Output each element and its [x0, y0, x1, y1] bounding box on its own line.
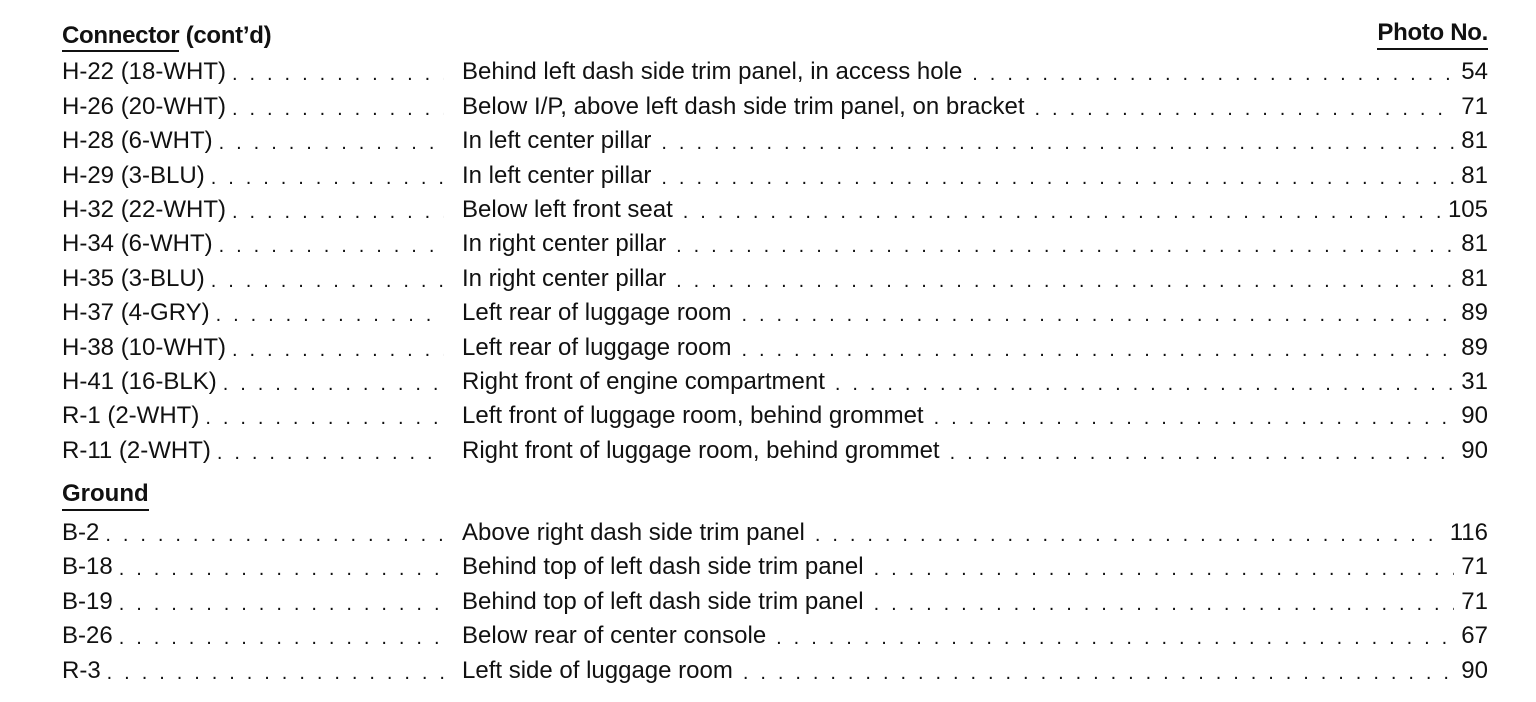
photo-number: 71 — [1461, 553, 1488, 581]
photo-number: 31 — [1461, 367, 1488, 395]
id-cell — [62, 521, 444, 545]
photo-number: 105 — [1447, 195, 1488, 223]
location-text: In right center pillar — [462, 232, 667, 257]
id-cell — [62, 659, 444, 683]
id-cell — [62, 95, 444, 119]
table-row — [62, 511, 1488, 545]
connector-id: H-34 (6-WHT) — [62, 232, 213, 257]
location-text: Left side of luggage room — [462, 658, 733, 683]
leader-dots — [934, 408, 1454, 428]
leader-dots — [676, 271, 1454, 291]
location-cell — [462, 267, 1460, 291]
leader-dots — [742, 340, 1455, 360]
id-cell — [62, 129, 444, 153]
connector-id: H-28 (6-WHT) — [62, 129, 213, 154]
photo-number: 71 — [1461, 587, 1488, 615]
location-cell — [462, 60, 1460, 84]
location-cell — [462, 624, 1460, 648]
location-cell — [462, 404, 1460, 428]
table-row — [62, 256, 1488, 290]
location-text: Behind top of left dash side trim panel — [462, 555, 864, 580]
connector-id: H-35 (3-BLU) — [62, 266, 205, 291]
photo-number: 67 — [1461, 622, 1488, 650]
leader-dots — [661, 133, 1454, 153]
table-row — [62, 614, 1488, 648]
location-text: Left front of luggage room, behind grommet — [462, 404, 924, 429]
leader-dots — [219, 236, 444, 256]
connector-id: H-37 (4-GRY) — [62, 301, 210, 326]
photo-number: 54 — [1461, 58, 1488, 86]
leader-dots — [743, 663, 1454, 683]
table-row — [62, 648, 1488, 682]
location-cell — [462, 590, 1460, 614]
leader-dots — [950, 443, 1454, 463]
location-cell — [462, 659, 1460, 683]
connector-heading — [62, 22, 271, 50]
leader-dots — [683, 202, 1442, 222]
location-cell — [462, 95, 1460, 119]
connector-id: B-19 — [62, 589, 113, 614]
location-text: Left rear of luggage room — [462, 335, 732, 360]
photo-number: 89 — [1461, 333, 1488, 361]
leader-dots — [105, 525, 444, 545]
location-cell — [462, 336, 1460, 360]
photo-number: 90 — [1461, 436, 1488, 464]
table-row — [62, 325, 1488, 359]
location-cell — [462, 301, 1460, 325]
id-cell — [62, 624, 444, 648]
table-row — [62, 188, 1488, 222]
photo-number: 81 — [1461, 127, 1488, 155]
connector-id: B-26 — [62, 624, 113, 649]
photo-number: 89 — [1461, 299, 1488, 327]
connector-id: B-2 — [62, 521, 100, 546]
ground-title: Ground — [62, 480, 149, 511]
leader-dots — [835, 374, 1454, 394]
connector-id: H-32 (22-WHT) — [62, 197, 227, 222]
table-row — [62, 84, 1488, 118]
leader-dots — [107, 663, 444, 683]
location-text: Above right dash side trim panel — [462, 521, 805, 546]
location-cell — [462, 521, 1450, 545]
location-text: Right front of luggage room, behind grommet — [462, 438, 940, 463]
connector-title: Connector — [62, 22, 179, 52]
id-cell — [62, 555, 444, 579]
table-row — [62, 153, 1488, 187]
photo-number: 81 — [1461, 230, 1488, 258]
table-row — [62, 222, 1488, 256]
id-cell — [62, 60, 444, 84]
id-cell — [62, 439, 444, 463]
location-cell — [462, 164, 1460, 188]
connector-list — [62, 50, 1488, 463]
table-row — [62, 428, 1488, 462]
photo-number: 90 — [1461, 656, 1488, 684]
photo-number: 81 — [1461, 264, 1488, 292]
photo-number: 90 — [1461, 402, 1488, 430]
leader-dots — [676, 236, 1454, 256]
connector-id: H-29 (3-BLU) — [62, 163, 205, 188]
leader-dots — [874, 559, 1454, 579]
leader-dots — [119, 559, 444, 579]
table-row — [62, 394, 1488, 428]
location-cell — [462, 555, 1460, 579]
location-text: Behind top of left dash side trim panel — [462, 589, 864, 614]
location-text: Behind left dash side trim panel, in access hole — [462, 60, 963, 85]
location-text: In left center pillar — [462, 129, 652, 154]
id-cell — [62, 232, 444, 256]
connector-id: R-11 (2-WHT) — [62, 438, 211, 463]
leader-dots — [972, 64, 1454, 84]
leader-dots — [232, 340, 444, 360]
leader-dots — [232, 99, 444, 119]
id-cell — [62, 198, 444, 222]
id-cell — [62, 404, 444, 428]
table-row — [62, 119, 1488, 153]
location-cell — [462, 198, 1448, 222]
leader-dots — [661, 168, 1454, 188]
table-row — [62, 545, 1488, 579]
connector-id: H-26 (20-WHT) — [62, 94, 227, 119]
id-cell — [62, 370, 444, 394]
table-row — [62, 579, 1488, 613]
connector-title-suffix: (cont’d) — [185, 22, 272, 49]
leader-dots — [874, 594, 1454, 614]
leader-dots — [216, 305, 444, 325]
location-text: In left center pillar — [462, 163, 652, 188]
table-row — [62, 50, 1488, 84]
leader-dots — [815, 525, 1444, 545]
ground-list — [62, 511, 1488, 683]
leader-dots — [1035, 99, 1454, 119]
leader-dots — [211, 168, 444, 188]
table-row — [62, 291, 1488, 325]
location-text: Below rear of center console — [462, 624, 767, 649]
ground-section-header — [62, 475, 1488, 511]
id-cell — [62, 301, 444, 325]
connector-id: B-18 — [62, 555, 113, 580]
id-cell — [62, 590, 444, 614]
connector-id: H-41 (16-BLK) — [62, 369, 217, 394]
connector-id: R-3 — [62, 658, 101, 683]
leader-dots — [776, 628, 1454, 648]
id-cell — [62, 267, 444, 291]
location-text: Right front of engine compartment — [462, 369, 825, 394]
id-cell — [62, 164, 444, 188]
location-cell — [462, 129, 1460, 153]
location-text: In right center pillar — [462, 266, 667, 291]
leader-dots — [232, 64, 444, 84]
leader-dots — [211, 271, 444, 291]
photo-number: 81 — [1461, 161, 1488, 189]
connector-section-header — [62, 14, 1488, 50]
table-row — [62, 360, 1488, 394]
document-page — [62, 14, 1488, 683]
leader-dots — [219, 133, 444, 153]
id-cell — [62, 336, 444, 360]
leader-dots — [217, 443, 444, 463]
connector-id: R-1 (2-WHT) — [62, 404, 200, 429]
location-text: Below left front seat — [462, 197, 673, 222]
location-text: Left rear of luggage room — [462, 301, 732, 326]
location-cell — [462, 370, 1460, 394]
leader-dots — [742, 305, 1455, 325]
leader-dots — [119, 594, 444, 614]
leader-dots — [205, 408, 444, 428]
photo-number: 116 — [1449, 519, 1488, 547]
connector-id: H-38 (10-WHT) — [62, 335, 227, 360]
location-cell — [462, 232, 1460, 256]
connector-id: H-22 (18-WHT) — [62, 60, 227, 85]
location-cell — [462, 439, 1460, 463]
photo-number: 71 — [1461, 92, 1488, 120]
location-text: Below I/P, above left dash side trim panel, on bracket — [462, 94, 1025, 119]
photo-number-header: Photo No. — [1377, 19, 1488, 50]
leader-dots — [223, 374, 444, 394]
leader-dots — [232, 202, 444, 222]
leader-dots — [119, 628, 444, 648]
